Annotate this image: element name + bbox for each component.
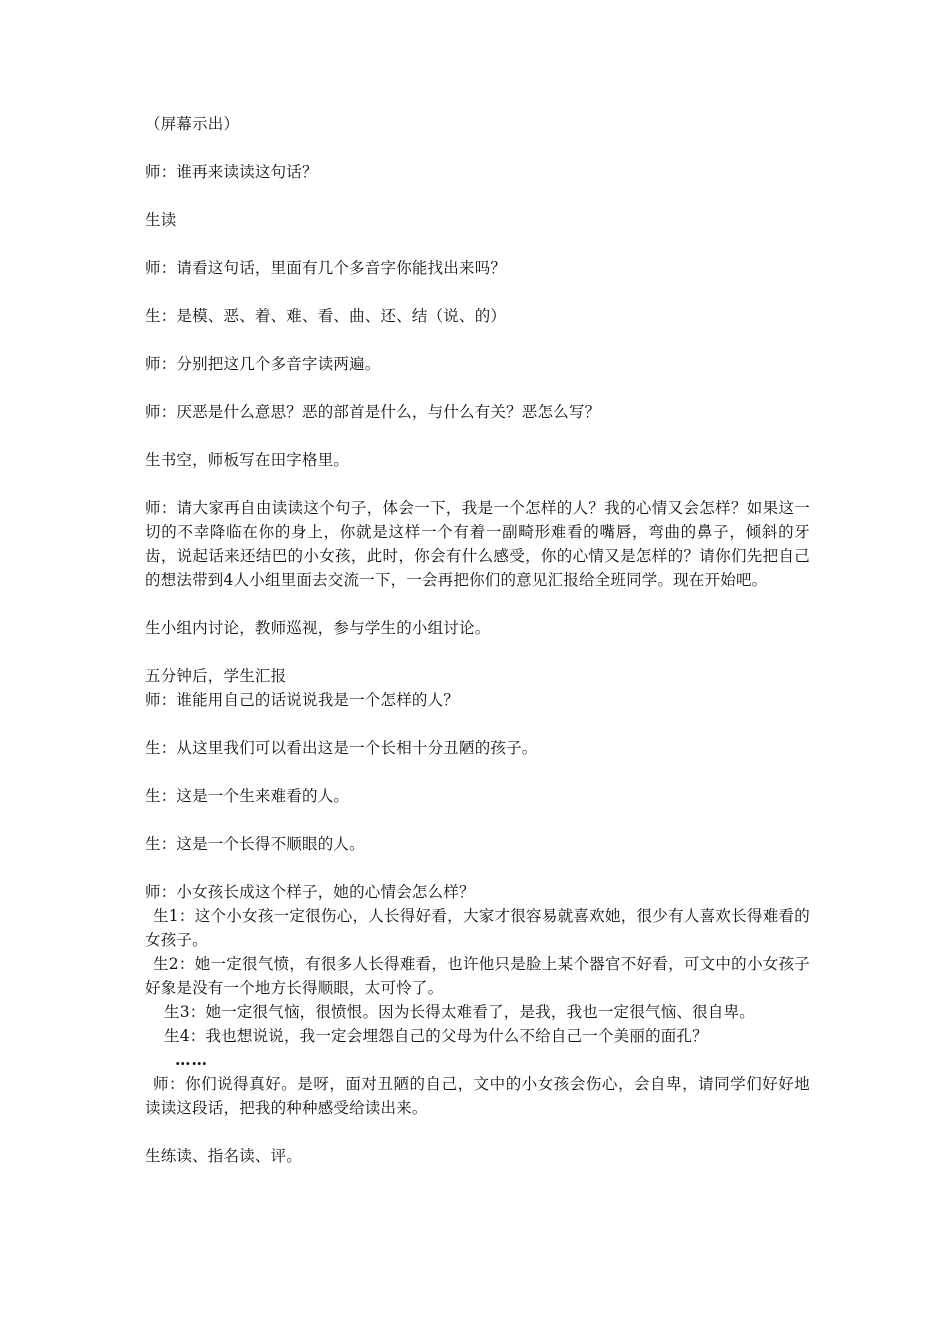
teacher-line: 师：分别把这几个多音字读两遍。	[145, 355, 381, 373]
student-3-line: 生3：她一定很气恼，很愤恨。因为长得太难看了，是我，我也一定很气恼、很自卑。	[164, 1003, 755, 1021]
student-line: 生读	[145, 211, 177, 229]
document-page	[145, 112, 810, 1168]
student-1-paragraph: 生1：这个小女孩一定很伤心，人长得好看，大家才很容易就喜欢她，很少有人喜欢长得难看的女孩子。	[145, 907, 810, 949]
student-2-paragraph: 生2：她一定很气愤，有很多人长得难看，也许他只是脸上某个器官不好看，可文中的小女孩子好象是没有一个地方长得顺眼，太可怜了。	[145, 955, 810, 997]
teacher-paragraph: 师：请大家再自由读读这个句子，体会一下，我是一个怎样的人？我的心情又会怎样？如果这一切的不幸降临在你的身上，你就是这样一个有着一副畸形难看的嘴唇，弯曲的鼻子，倾斜的牙齿，说起话来还结巴的小女孩，此时，你会有什么感受，你的心情又是怎样的？请你们先把自己的想法带到4人小组里面去交流一下，一会再把你们的意见汇报给全班同学。现在开始吧。	[145, 499, 810, 589]
student-line: 生：从这里我们可以看出这是一个长相十分丑陋的孩子。	[145, 739, 538, 757]
student-line: 生：是模、恶、着、难、看、曲、还、结（说、的）	[145, 307, 507, 325]
ellipsis: ……	[175, 1050, 208, 1069]
student-line: 生小组内讨论，教师巡视，参与学生的小组讨论。	[145, 619, 491, 637]
student-line: 生书空，师板写在田字格里。	[145, 451, 350, 469]
teacher-line: 师：谁再来读读这句话？	[145, 163, 318, 181]
teacher-line: 师：请看这句话，里面有几个多音字你能找出来吗？	[145, 259, 507, 277]
student-4-line: 生4：我也想说说，我一定会埋怨自己的父母为什么不给自己一个美丽的面孔？	[164, 1027, 708, 1045]
teacher-line: 师：厌恶是什么意思？恶的部首是什么，与什么有关？恶怎么写？	[145, 403, 601, 421]
student-line: 生：这是一个长得不顺眼的人。	[145, 835, 365, 853]
narration-line: 五分钟后，学生汇报	[145, 667, 287, 685]
teacher-line: 师：小女孩长成这个样子，她的心情会怎么样？	[145, 883, 475, 901]
student-line: 生：这是一个生来难看的人。	[145, 787, 350, 805]
teacher-paragraph: 师：你们说得真好。是呀，面对丑陋的自己，文中的小女孩会伤心，会自卑，请同学们好好地读读这段话，把我的种种感受给读出来。	[145, 1075, 810, 1117]
teacher-line: 师：谁能用自己的话说说我是一个怎样的人？	[145, 691, 460, 709]
stage-direction: （屏幕示出）	[145, 115, 240, 133]
student-line: 生练读、指名读、评。	[145, 1147, 303, 1165]
